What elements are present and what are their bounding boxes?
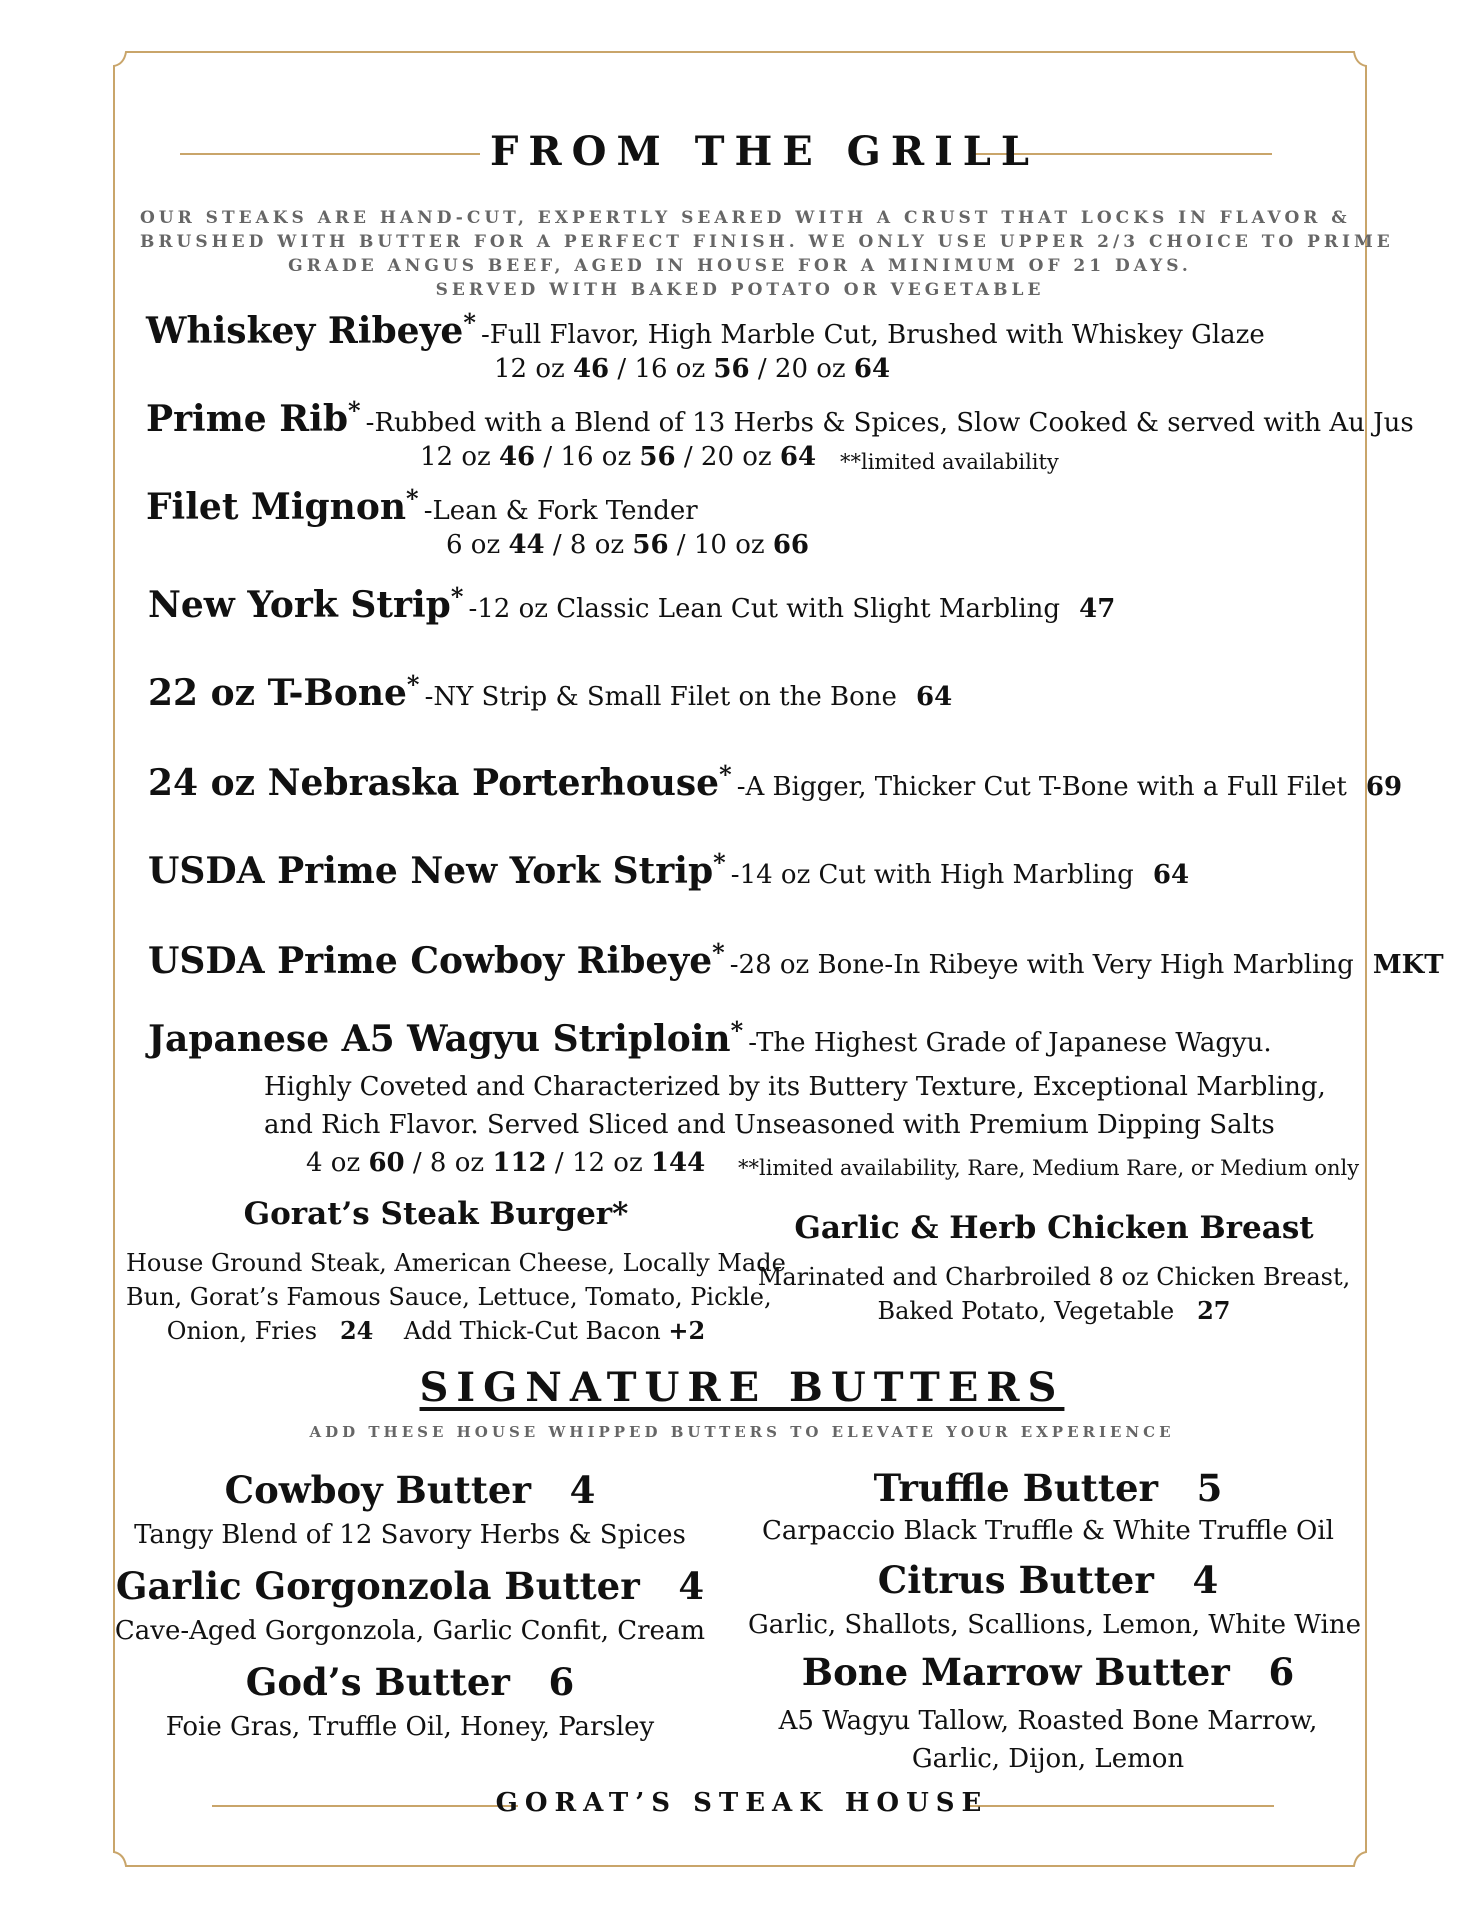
item-prices: 4 oz 60 / 8 oz 112 / 12 oz 144: [306, 1148, 706, 1178]
item-desc: -12 oz Classic Lean Cut with Slight Marbling: [468, 594, 1061, 624]
menu-item: [148, 940, 1444, 982]
item-name: USDA Prime New York Strip*: [148, 848, 726, 892]
butters-subtitle: ADD THESE HOUSE WHIPPED BUTTERS TO ELEVATE YOUR EXPERIENCE: [309, 1423, 1175, 1441]
butter-desc: Carpaccio Black Truffle & White Truffle Oil: [762, 1516, 1334, 1546]
item-name: Japanese A5 Wagyu Striploin*: [148, 1016, 744, 1060]
butter-desc: Garlic, Shallots, Scallions, Lemon, White Wine: [748, 1610, 1362, 1640]
item-price: 64: [1152, 860, 1190, 890]
item-price: 64: [916, 682, 953, 712]
butter-name: Bone Marrow Butter 6: [801, 1650, 1295, 1694]
item-name: 24 oz Nebraska Porterhouse*: [148, 760, 732, 804]
butter-desc: A5 Wagyu Tallow, Roasted Bone Marrow, Garlic, Dijon, Lemon: [778, 1706, 1318, 1774]
menu-item: [146, 398, 1414, 440]
footer-brand: GORAT’S STEAK HOUSE: [495, 1788, 989, 1818]
menu-item: [146, 486, 698, 528]
grill-intro-line: GRADE ANGUS BEEF, AGED IN HOUSE FOR A MINIMUM OF 21 DAYS.: [288, 256, 1192, 276]
item-note: **limited availability: [840, 450, 1059, 474]
menu-item: [148, 1018, 1272, 1060]
item-name: Whiskey Ribeye*: [146, 308, 476, 352]
menu-item: [148, 762, 1402, 804]
menu-item: [148, 584, 1115, 626]
butter-name: God’s Butter 6: [245, 1660, 575, 1704]
item-name: 22 oz T-Bone*: [148, 670, 420, 714]
butter-desc: Foie Gras, Truffle Oil, Honey, Parsley: [165, 1712, 655, 1742]
butter-name: Truffle Butter 5: [873, 1466, 1223, 1510]
item-desc: -Rubbed with a Blend of 13 Herbs & Spices, Slow Cooked & served with Au Jus: [365, 408, 1414, 438]
burger-desc: House Ground Steak, American Cheese, Locally Made Bun, Gorat’s Famous Sauce, Lettuce, Tomato, Pickle, Onion, Fries 24 Add Thick-Cut Bacon +2: [126, 1249, 786, 1345]
burger-title: Gorat’s Steak Burger*: [243, 1196, 629, 1232]
item-prices: 6 oz 44 / 8 oz 56 / 10 oz 66: [446, 530, 809, 560]
item-price: MKT: [1372, 950, 1444, 980]
item-prices: 12 oz 46 / 16 oz 56 / 20 oz 64: [420, 442, 817, 472]
chicken-title: Garlic & Herb Chicken Breast: [794, 1210, 1314, 1246]
item-note: **limited availability, Rare, Medium Rare, or Medium only: [738, 1156, 1360, 1180]
item-desc: -Full Flavor, High Marble Cut, Brushed with Whiskey Glaze: [481, 320, 1265, 350]
item-prices: 12 oz 46 / 16 oz 56 / 20 oz 64: [494, 354, 891, 384]
item-price: 47: [1079, 594, 1116, 624]
butter-name: Cowboy Butter 4: [224, 1468, 596, 1512]
item-desc: -28 oz Bone-In Ribeye with Very High Marbling: [729, 950, 1354, 980]
item-desc: -The Highest Grade of Japanese Wagyu.: [748, 1028, 1272, 1058]
butter-name: Citrus Butter 4: [877, 1558, 1219, 1602]
grill-intro-line: SERVED WITH BAKED POTATO OR VEGETABLE: [435, 280, 1045, 300]
item-desc-line: Highly Coveted and Characterized by its Buttery Texture, Exceptional Marbling,: [264, 1072, 1326, 1102]
menu-item: [148, 672, 952, 714]
butter-desc: Cave-Aged Gorgonzola, Garlic Confit, Cream: [114, 1616, 706, 1646]
item-name: New York Strip*: [148, 582, 464, 626]
menu-item: [146, 310, 1265, 352]
menu-item: [148, 850, 1189, 892]
item-name: USDA Prime Cowboy Ribeye*: [148, 938, 725, 982]
chicken-desc: Marinated and Charbroiled 8 oz Chicken Breast, Baked Potato, Vegetable 27: [757, 1263, 1351, 1325]
item-price: 69: [1365, 772, 1403, 802]
item-desc: -NY Strip & Small Filet on the Bone: [424, 682, 897, 712]
butters-title: SIGNATURE BUTTERS: [419, 1364, 1065, 1411]
item-name: Filet Mignon*: [146, 484, 419, 528]
butter-name: Garlic Gorgonzola Butter 4: [115, 1564, 705, 1608]
grill-intro: [140, 206, 1394, 302]
grill-title: FROM THE GRILL: [490, 128, 1040, 175]
title-rule-left: [180, 153, 480, 155]
item-desc: -A Bigger, Thicker Cut T-Bone with a Full Filet: [736, 772, 1347, 802]
item-desc: -14 oz Cut with High Marbling: [730, 860, 1134, 890]
item-name: Prime Rib*: [146, 396, 361, 440]
grill-intro-line: OUR STEAKS ARE HAND-CUT, EXPERTLY SEARED WITH A CRUST THAT LOCKS IN FLAVOR &: [140, 208, 1351, 228]
item-desc-line: and Rich Flavor. Served Sliced and Unseasoned with Premium Dipping Salts: [264, 1110, 1275, 1140]
butter-desc: Tangy Blend of 12 Savory Herbs & Spices: [134, 1520, 686, 1550]
grill-intro-line: BRUSHED WITH BUTTER FOR A PERFECT FINISH. WE ONLY USE UPPER 2/3 CHOICE TO PRIME: [140, 232, 1394, 252]
item-desc: -Lean & Fork Tender: [423, 496, 698, 526]
